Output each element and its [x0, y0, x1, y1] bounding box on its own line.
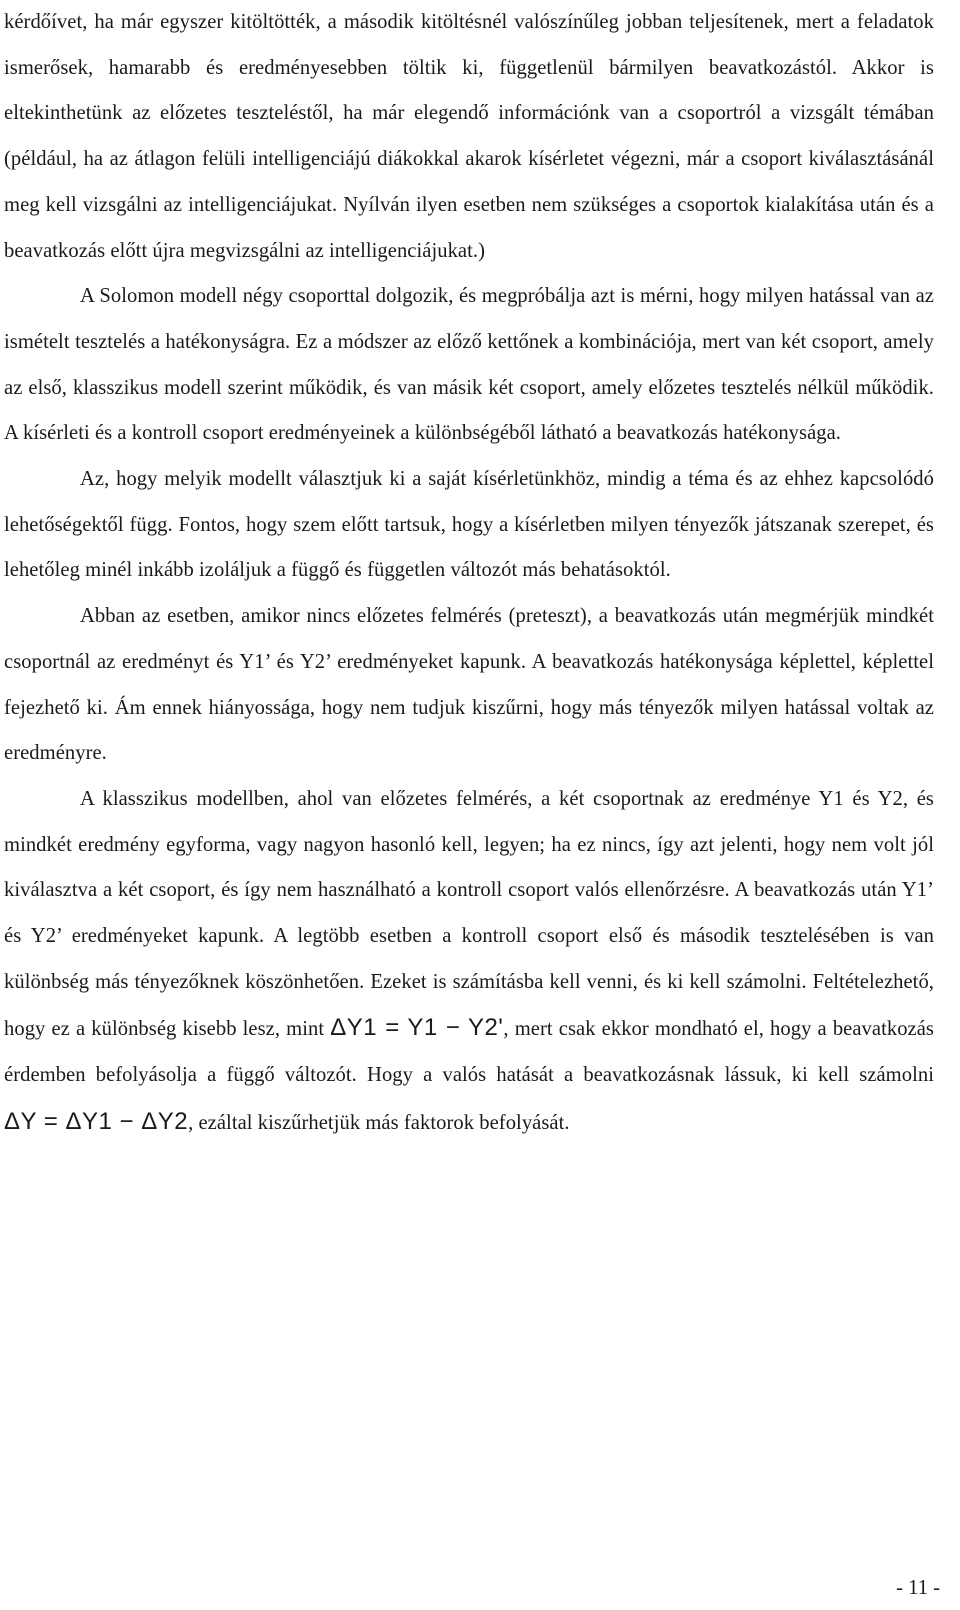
paragraph-4: Abban az esetben, amikor nincs előzetes felmérés (preteszt), a beavatkozás után megmérjük mindkét csoportnál az eredményt és Y1’ és Y2’ eredményeket kapunk. A beavatkozás hatékonysága képlettel, képlettel fejezhető ki. Ám ennek hiányossága, hogy nem tudjuk kiszűrni, hogy más tényezők milyen hatással voltak az eredményre. — [4, 605, 934, 765]
document-page — [4, 0, 934, 1147]
paragraph-5-text-a: A klasszikus modellben, ahol van előzetes felmérés, a két csoportnak az eredménye Y1 és Y2, és mindkét eredmény egyforma, vagy nagyon hasonló kell, legyen; ha ez nincs, így azt jelenti, hogy nem volt jól kiválasztva a két csoport, és így nem használható a kontroll csoport valós ellenőrzésre. A beavatkozás után Y1’ és Y2’ eredményeket kapunk. A legtöbb esetben a kontroll csoport első és második tesztelésében is van különbség más tényezőknek köszönhetően. Ezeket is számításba kell venni, és ki kell számolni. Feltételezhető, hogy ez a különbség kisebb lesz, mint — [4, 787, 934, 1041]
page-number: - 11 - — [896, 1577, 940, 1599]
paragraph-1: kérdőívet, ha már egyszer kitöltötték, a második kitöltésnél valószínűleg jobban teljesítenek, mert a feladatok ismerősek, hamarabb és eredményesebben töltik ki, függetlenül bármilyen beavatkozástól. Akkor is eltekinthetünk az előzetes teszteléstől, ha már elegendő információnk van a csoportról a vizsgált témában (például, ha az átlagon felüli intelligenciájú diákokkal akarok kísérletet végezni, már a csoport kiválasztásánál meg kell vizsgálni az intelligenciájukat. Nyílván ilyen esetben nem szükséges a csoportok kialakítása után és a beavatkozás előtt újra megvizsgálni az intelligenciájukat.) — [4, 11, 934, 262]
paragraph-3: Az, hogy melyik modellt választjuk ki a saját kísérletünkhöz, mindig a téma és az ehhez kapcsolódó lehetőségektől függ. Fontos, hogy szem előtt tartsuk, hogy a kísérletben milyen tényezők játszanak szerepet, és lehetőleg minél inkább izoláljuk a függő és független változót más behatásoktól. — [4, 468, 934, 582]
paragraph-2: A Solomon modell négy csoporttal dolgozik, és megpróbálja azt is mérni, hogy milyen hatással van az ismételt tesztelés a hatékonyságra. Ez a módszer az előző kettőnek a kombinációja, mert van két csoport, amely az első, klasszikus modell szerint működik, és van másik két csoport, amely előzetes tesztelés nélkül működik. A kísérleti és a kontroll csoport eredményeinek a különbségéből látható a beavatkozás hatékonysága. — [4, 285, 934, 445]
formula-delta-y: ΔY = ΔY1 − ΔY2 — [4, 1107, 189, 1135]
formula-delta-y1: ΔY1 = Y1 − Y2' — [330, 1014, 504, 1042]
paragraph-5-text-c: , ezáltal kiszűrhetjük más faktorok befolyását. — [188, 1111, 570, 1134]
paragraph-5-text-b: , mert csak ekkor mondható el, hogy a beavatkozás érdemben befolyásolja a függő változót. Hogy a valós hatását a beavatkozásnak lássuk, ki kell számolni — [4, 1018, 934, 1087]
paragraph-5 — [4, 777, 934, 1147]
